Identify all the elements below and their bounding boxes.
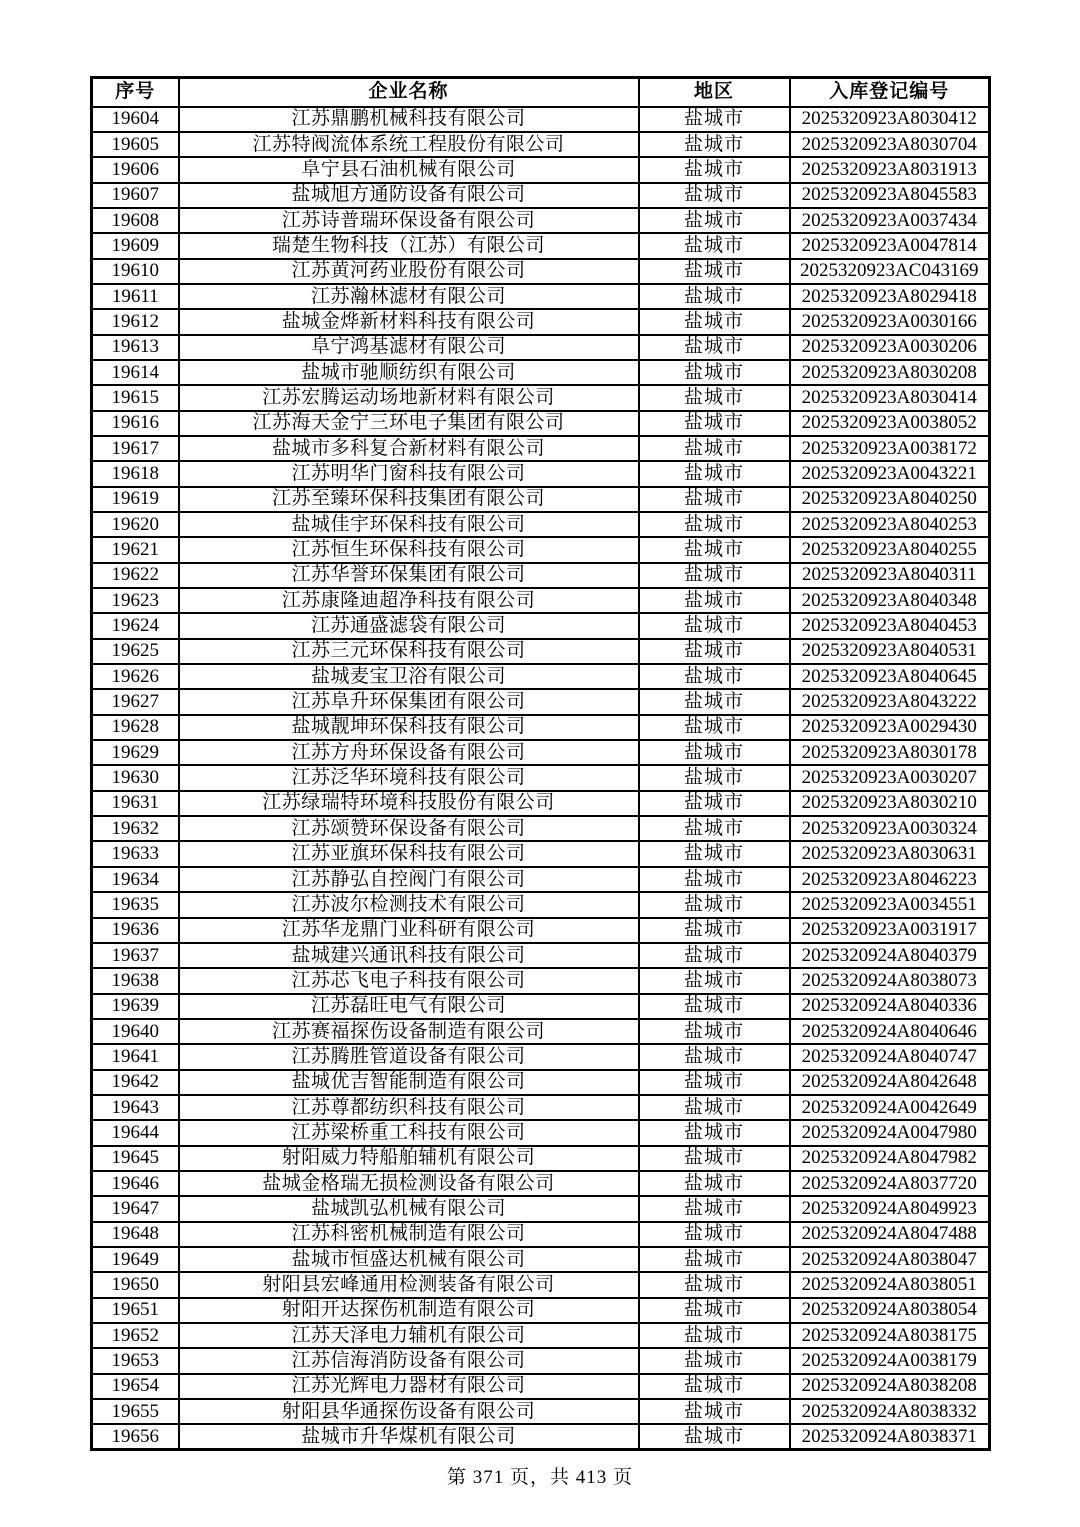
cell-company: 盐城靓坤环保科技有限公司 — [179, 715, 639, 740]
cell-serial: 19622 — [92, 563, 179, 588]
table-row — [92, 1272, 990, 1297]
cell-registration: 2025320923A0043221 — [790, 461, 990, 486]
cell-serial: 19633 — [92, 841, 179, 866]
cell-company: 盐城金格瑞无损检测设备有限公司 — [179, 1171, 639, 1196]
cell-region: 盐城市 — [639, 892, 790, 917]
table-row — [92, 309, 990, 334]
cell-serial: 19640 — [92, 1019, 179, 1044]
cell-company: 射阳开达探伤机制造有限公司 — [179, 1298, 639, 1323]
cell-serial: 19626 — [92, 664, 179, 689]
cell-region: 盐城市 — [639, 1120, 790, 1145]
cell-registration: 2025320924A8038175 — [790, 1323, 990, 1348]
table-row — [92, 1120, 990, 1145]
cell-serial: 19609 — [92, 233, 179, 258]
cell-company: 盐城旭方通防设备有限公司 — [179, 183, 639, 208]
cell-serial: 19632 — [92, 816, 179, 841]
cell-registration: 2025320923A8030208 — [790, 360, 990, 385]
table-body — [92, 107, 990, 1450]
cell-region: 盐城市 — [639, 385, 790, 410]
cell-region: 盐城市 — [639, 1196, 790, 1221]
cell-company: 江苏科密机械制造有限公司 — [179, 1222, 639, 1247]
cell-registration: 2025320923AC043169 — [790, 259, 990, 284]
cell-serial: 19616 — [92, 411, 179, 436]
cell-region: 盐城市 — [639, 613, 790, 638]
cell-serial: 19619 — [92, 487, 179, 512]
cell-serial: 19620 — [92, 512, 179, 537]
cell-registration: 2025320923A0030207 — [790, 765, 990, 790]
cell-serial: 19643 — [92, 1095, 179, 1120]
table-row — [92, 208, 990, 233]
cell-company: 盐城市驰顺纺织有限公司 — [179, 360, 639, 385]
table-row — [92, 791, 990, 816]
cell-registration: 2025320923A8046223 — [790, 867, 990, 892]
cell-company: 江苏阜升环保集团有限公司 — [179, 689, 639, 714]
cell-company: 盐城麦宝卫浴有限公司 — [179, 664, 639, 689]
cell-registration: 2025320923A8030178 — [790, 740, 990, 765]
cell-registration: 2025320924A8038073 — [790, 968, 990, 993]
table-row — [92, 968, 990, 993]
table-row — [92, 1374, 990, 1399]
cell-registration: 2025320923A8030210 — [790, 791, 990, 816]
cell-company: 江苏宏腾运动场地新材料有限公司 — [179, 385, 639, 410]
cell-registration: 2025320924A8040646 — [790, 1019, 990, 1044]
table-row — [92, 1070, 990, 1095]
cell-serial: 19644 — [92, 1120, 179, 1145]
cell-company: 盐城优吉智能制造有限公司 — [179, 1070, 639, 1095]
cell-company: 江苏华誉环保集团有限公司 — [179, 563, 639, 588]
table-row — [92, 563, 990, 588]
table-row — [92, 1019, 990, 1044]
cell-registration: 2025320923A8040348 — [790, 588, 990, 613]
cell-serial: 19656 — [92, 1424, 179, 1449]
cell-registration: 2025320923A8030414 — [790, 385, 990, 410]
table-row — [92, 1222, 990, 1247]
cell-region: 盐城市 — [639, 841, 790, 866]
cell-region: 盐城市 — [639, 537, 790, 562]
cell-serial: 19651 — [92, 1298, 179, 1323]
cell-registration: 2025320924A0047980 — [790, 1120, 990, 1145]
header-region: 地区 — [639, 78, 790, 107]
cell-company: 江苏静弘自控阀门有限公司 — [179, 867, 639, 892]
cell-region: 盐城市 — [639, 183, 790, 208]
cell-serial: 19649 — [92, 1247, 179, 1272]
cell-registration: 2025320923A0038172 — [790, 436, 990, 461]
cell-region: 盐城市 — [639, 335, 790, 360]
table-row — [92, 537, 990, 562]
table-row — [92, 1095, 990, 1120]
cell-serial: 19652 — [92, 1323, 179, 1348]
cell-company: 盐城凯弘机械有限公司 — [179, 1196, 639, 1221]
table-row — [92, 487, 990, 512]
header-registration-number: 入库登记编号 — [790, 78, 990, 107]
cell-region: 盐城市 — [639, 791, 790, 816]
table-row — [92, 892, 990, 917]
cell-region: 盐城市 — [639, 867, 790, 892]
cell-company: 江苏颂赞环保设备有限公司 — [179, 816, 639, 841]
cell-registration: 2025320923A0030324 — [790, 816, 990, 841]
table-row — [92, 588, 990, 613]
table-row — [92, 157, 990, 182]
table-row — [92, 715, 990, 740]
cell-serial: 19654 — [92, 1374, 179, 1399]
cell-region: 盐城市 — [639, 309, 790, 334]
cell-company: 盐城金烨新材料科技有限公司 — [179, 309, 639, 334]
cell-registration: 2025320924A8042648 — [790, 1070, 990, 1095]
cell-region: 盐城市 — [639, 588, 790, 613]
cell-region: 盐城市 — [639, 765, 790, 790]
cell-registration: 2025320924A8040336 — [790, 994, 990, 1019]
table-row — [92, 512, 990, 537]
table-row — [92, 664, 990, 689]
cell-registration: 2025320923A8029418 — [790, 284, 990, 309]
cell-serial: 19621 — [92, 537, 179, 562]
cell-region: 盐城市 — [639, 994, 790, 1019]
cell-registration: 2025320923A8040255 — [790, 537, 990, 562]
cell-region: 盐城市 — [639, 715, 790, 740]
cell-company: 江苏三元环保科技有限公司 — [179, 639, 639, 664]
cell-registration: 2025320923A0047814 — [790, 233, 990, 258]
cell-company: 江苏天泽电力辅机有限公司 — [179, 1323, 639, 1348]
table-row — [92, 259, 990, 284]
cell-region: 盐城市 — [639, 1298, 790, 1323]
cell-serial: 19635 — [92, 892, 179, 917]
cell-serial: 19624 — [92, 613, 179, 638]
cell-region: 盐城市 — [639, 1348, 790, 1373]
cell-region: 盐城市 — [639, 1070, 790, 1095]
cell-company: 阜宁县石油机械有限公司 — [179, 157, 639, 182]
cell-registration: 2025320924A8038208 — [790, 1374, 990, 1399]
cell-region: 盐城市 — [639, 436, 790, 461]
table-row — [92, 740, 990, 765]
cell-serial: 19627 — [92, 689, 179, 714]
cell-serial: 19612 — [92, 309, 179, 334]
cell-registration: 2025320924A8049923 — [790, 1196, 990, 1221]
cell-serial: 19606 — [92, 157, 179, 182]
cell-company: 江苏黄河药业股份有限公司 — [179, 259, 639, 284]
table-row — [92, 816, 990, 841]
cell-company: 盐城市恒盛达机械有限公司 — [179, 1247, 639, 1272]
table-row — [92, 1146, 990, 1171]
cell-registration: 2025320924A8038051 — [790, 1272, 990, 1297]
cell-registration: 2025320923A8030631 — [790, 841, 990, 866]
cell-serial: 19646 — [92, 1171, 179, 1196]
cell-region: 盐城市 — [639, 1247, 790, 1272]
cell-region: 盐城市 — [639, 563, 790, 588]
cell-serial: 19638 — [92, 968, 179, 993]
cell-region: 盐城市 — [639, 1272, 790, 1297]
cell-registration: 2025320924A8038332 — [790, 1399, 990, 1424]
cell-serial: 19611 — [92, 284, 179, 309]
cell-registration: 2025320924A8037720 — [790, 1171, 990, 1196]
table-row — [92, 411, 990, 436]
cell-region: 盐城市 — [639, 1095, 790, 1120]
table-row — [92, 1171, 990, 1196]
cell-serial: 19650 — [92, 1272, 179, 1297]
cell-region: 盐城市 — [639, 1399, 790, 1424]
cell-region: 盐城市 — [639, 1374, 790, 1399]
cell-serial: 19610 — [92, 259, 179, 284]
cell-region: 盐城市 — [639, 487, 790, 512]
table-row — [92, 1044, 990, 1069]
table-row — [92, 1348, 990, 1373]
cell-company: 江苏梁桥重工科技有限公司 — [179, 1120, 639, 1145]
cell-company: 射阳威力特船舶辅机有限公司 — [179, 1146, 639, 1171]
cell-registration: 2025320923A0030206 — [790, 335, 990, 360]
company-table — [90, 76, 991, 1451]
cell-serial: 19653 — [92, 1348, 179, 1373]
cell-region: 盐城市 — [639, 259, 790, 284]
table-row — [92, 335, 990, 360]
table-row — [92, 461, 990, 486]
cell-company: 江苏方舟环保设备有限公司 — [179, 740, 639, 765]
cell-registration: 2025320923A0038052 — [790, 411, 990, 436]
cell-company: 江苏磊旺电气有限公司 — [179, 994, 639, 1019]
cell-region: 盐城市 — [639, 968, 790, 993]
cell-serial: 19608 — [92, 208, 179, 233]
cell-region: 盐城市 — [639, 1044, 790, 1069]
cell-registration: 2025320923A0034551 — [790, 892, 990, 917]
cell-region: 盐城市 — [639, 107, 790, 132]
cell-company: 江苏通盛滤袋有限公司 — [179, 613, 639, 638]
page-number-footer: 第 371 页，共 413 页 — [446, 1467, 633, 1488]
cell-company: 射阳县宏峰通用检测装备有限公司 — [179, 1272, 639, 1297]
table-header-row — [92, 78, 990, 107]
table-row — [92, 1424, 990, 1449]
table-row — [92, 107, 990, 132]
cell-region: 盐城市 — [639, 157, 790, 182]
cell-region: 盐城市 — [639, 208, 790, 233]
cell-serial: 19614 — [92, 360, 179, 385]
cell-serial: 19647 — [92, 1196, 179, 1221]
table-row — [92, 765, 990, 790]
cell-serial: 19617 — [92, 436, 179, 461]
cell-region: 盐城市 — [639, 512, 790, 537]
cell-registration: 2025320924A8038047 — [790, 1247, 990, 1272]
table-row — [92, 436, 990, 461]
cell-registration: 2025320924A8040379 — [790, 943, 990, 968]
cell-region: 盐城市 — [639, 740, 790, 765]
cell-region: 盐城市 — [639, 664, 790, 689]
cell-region: 盐城市 — [639, 943, 790, 968]
cell-registration: 2025320924A0042649 — [790, 1095, 990, 1120]
header-company-name: 企业名称 — [179, 78, 639, 107]
cell-serial: 19605 — [92, 132, 179, 157]
cell-serial: 19628 — [92, 715, 179, 740]
cell-region: 盐城市 — [639, 461, 790, 486]
cell-serial: 19629 — [92, 740, 179, 765]
cell-registration: 2025320923A8040311 — [790, 563, 990, 588]
cell-serial: 19604 — [92, 107, 179, 132]
cell-region: 盐城市 — [639, 918, 790, 943]
cell-serial: 19615 — [92, 385, 179, 410]
cell-serial: 19613 — [92, 335, 179, 360]
cell-registration: 2025320923A0031917 — [790, 918, 990, 943]
cell-company: 江苏尊都纺织科技有限公司 — [179, 1095, 639, 1120]
table-row — [92, 613, 990, 638]
cell-company: 江苏瀚林滤材有限公司 — [179, 284, 639, 309]
cell-region: 盐城市 — [639, 1222, 790, 1247]
cell-company: 阜宁鸿基滤材有限公司 — [179, 335, 639, 360]
cell-company: 盐城市升华煤机有限公司 — [179, 1424, 639, 1449]
cell-company: 江苏信海消防设备有限公司 — [179, 1348, 639, 1373]
table-row — [92, 639, 990, 664]
cell-serial: 19639 — [92, 994, 179, 1019]
cell-region: 盐城市 — [639, 639, 790, 664]
cell-registration: 2025320924A8047982 — [790, 1146, 990, 1171]
cell-company: 江苏泛华环境科技有限公司 — [179, 765, 639, 790]
table-row — [92, 841, 990, 866]
cell-company: 盐城建兴通讯科技有限公司 — [179, 943, 639, 968]
cell-registration: 2025320924A8038054 — [790, 1298, 990, 1323]
cell-serial: 19630 — [92, 765, 179, 790]
cell-serial: 19637 — [92, 943, 179, 968]
table-row — [92, 1247, 990, 1272]
cell-registration: 2025320924A8038371 — [790, 1424, 990, 1449]
table-row — [92, 1196, 990, 1221]
cell-region: 盐城市 — [639, 1146, 790, 1171]
table-row — [92, 867, 990, 892]
cell-company: 江苏腾胜管道设备有限公司 — [179, 1044, 639, 1069]
cell-serial: 19655 — [92, 1399, 179, 1424]
table-row — [92, 918, 990, 943]
table-row — [92, 233, 990, 258]
cell-company: 江苏至臻环保科技集团有限公司 — [179, 487, 639, 512]
cell-registration: 2025320923A8040250 — [790, 487, 990, 512]
cell-company: 江苏芯飞电子科技有限公司 — [179, 968, 639, 993]
cell-registration: 2025320923A8031913 — [790, 157, 990, 182]
cell-registration: 2025320923A8040645 — [790, 664, 990, 689]
cell-region: 盐城市 — [639, 284, 790, 309]
cell-company: 江苏光辉电力器材有限公司 — [179, 1374, 639, 1399]
cell-registration: 2025320923A8043222 — [790, 689, 990, 714]
cell-company: 江苏绿瑞特环境科技股份有限公司 — [179, 791, 639, 816]
cell-company: 江苏波尔检测技术有限公司 — [179, 892, 639, 917]
table-row — [92, 360, 990, 385]
table-row — [92, 994, 990, 1019]
cell-company: 江苏康隆迪超净科技有限公司 — [179, 588, 639, 613]
cell-company: 江苏恒生环保科技有限公司 — [179, 537, 639, 562]
cell-registration: 2025320923A8040453 — [790, 613, 990, 638]
cell-company: 江苏明华门窗科技有限公司 — [179, 461, 639, 486]
cell-region: 盐城市 — [639, 1424, 790, 1449]
cell-company: 江苏海天金宁三环电子集团有限公司 — [179, 411, 639, 436]
cell-registration: 2025320923A8045583 — [790, 183, 990, 208]
cell-serial: 19641 — [92, 1044, 179, 1069]
cell-serial: 19642 — [92, 1070, 179, 1095]
table-row — [92, 1323, 990, 1348]
cell-registration: 2025320924A8040747 — [790, 1044, 990, 1069]
table-row — [92, 183, 990, 208]
table-row — [92, 689, 990, 714]
cell-registration: 2025320924A0038179 — [790, 1348, 990, 1373]
cell-region: 盐城市 — [639, 1323, 790, 1348]
cell-company: 盐城佳宇环保科技有限公司 — [179, 512, 639, 537]
table-row — [92, 1399, 990, 1424]
cell-company: 江苏鼎鹏机械科技有限公司 — [179, 107, 639, 132]
cell-company: 江苏亚旗环保科技有限公司 — [179, 841, 639, 866]
cell-serial: 19631 — [92, 791, 179, 816]
table-row — [92, 132, 990, 157]
cell-region: 盐城市 — [639, 816, 790, 841]
cell-registration: 2025320923A8030412 — [790, 107, 990, 132]
table-row — [92, 1298, 990, 1323]
cell-company: 江苏华龙鼎门业科研有限公司 — [179, 918, 639, 943]
table-row — [92, 943, 990, 968]
cell-company: 盐城市多科复合新材料有限公司 — [179, 436, 639, 461]
cell-serial: 19634 — [92, 867, 179, 892]
cell-serial: 19625 — [92, 639, 179, 664]
table-row — [92, 385, 990, 410]
cell-registration: 2025320924A8047488 — [790, 1222, 990, 1247]
cell-region: 盐城市 — [639, 689, 790, 714]
cell-company: 江苏赛福探伤设备制造有限公司 — [179, 1019, 639, 1044]
cell-serial: 19623 — [92, 588, 179, 613]
cell-region: 盐城市 — [639, 411, 790, 436]
cell-registration: 2025320923A8030704 — [790, 132, 990, 157]
cell-company: 江苏特阀流体系统工程股份有限公司 — [179, 132, 639, 157]
cell-region: 盐城市 — [639, 360, 790, 385]
cell-registration: 2025320923A8040253 — [790, 512, 990, 537]
cell-registration: 2025320923A0029430 — [790, 715, 990, 740]
cell-serial: 19645 — [92, 1146, 179, 1171]
cell-registration: 2025320923A0037434 — [790, 208, 990, 233]
cell-serial: 19636 — [92, 918, 179, 943]
cell-region: 盐城市 — [639, 1019, 790, 1044]
cell-registration: 2025320923A8040531 — [790, 639, 990, 664]
cell-serial: 19648 — [92, 1222, 179, 1247]
cell-company: 江苏诗普瑞环保设备有限公司 — [179, 208, 639, 233]
cell-serial: 19618 — [92, 461, 179, 486]
cell-registration: 2025320923A0030166 — [790, 309, 990, 334]
cell-company: 射阳县华通探伤设备有限公司 — [179, 1399, 639, 1424]
cell-region: 盐城市 — [639, 132, 790, 157]
cell-company: 瑞楚生物科技（江苏）有限公司 — [179, 233, 639, 258]
header-serial: 序号 — [92, 78, 179, 107]
cell-serial: 19607 — [92, 183, 179, 208]
cell-region: 盐城市 — [639, 1171, 790, 1196]
cell-region: 盐城市 — [639, 233, 790, 258]
table-row — [92, 284, 990, 309]
